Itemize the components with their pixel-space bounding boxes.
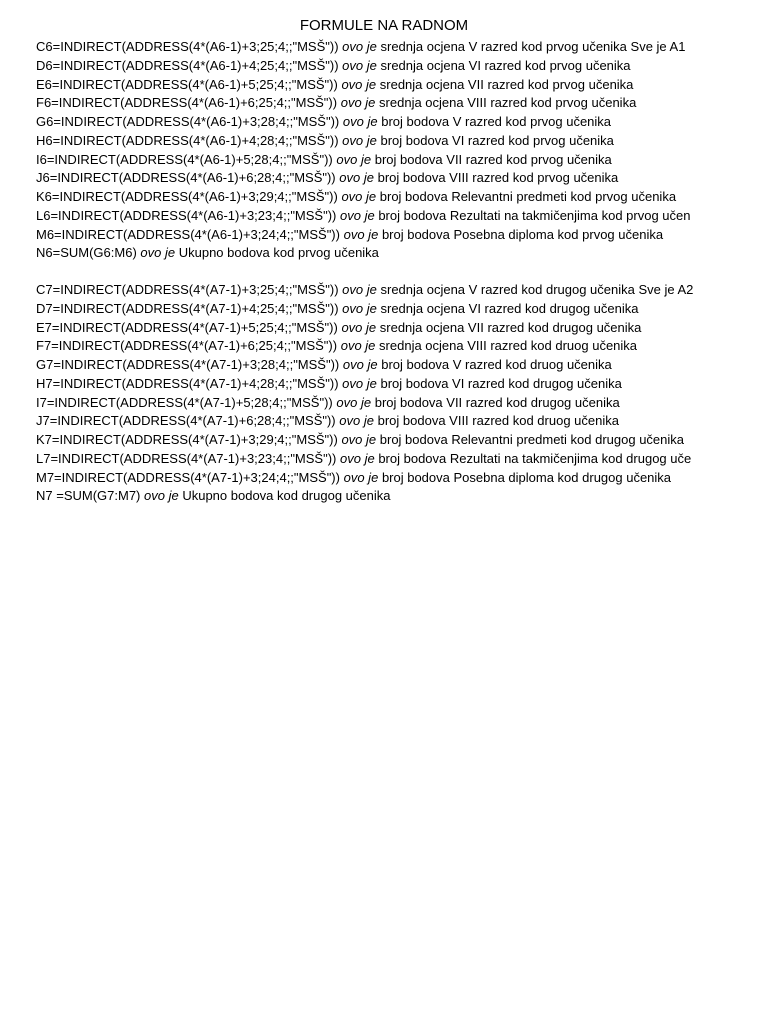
formula-separator: ovo je bbox=[342, 375, 377, 391]
formula-line bbox=[36, 38, 764, 57]
formula-text: I6=INDIRECT(ADDRESS(4*(A6-1)+5;28;4;;"MSŠ")) bbox=[36, 151, 333, 167]
formula-text: J6=INDIRECT(ADDRESS(4*(A6-1)+6;28;4;;"MSŠ")) bbox=[36, 170, 336, 186]
formula-text: D6=INDIRECT(ADDRESS(4*(A6-1)+4;25;4;;"MSŠ")) bbox=[36, 57, 339, 73]
page-title: FORMULE NA RADNOM bbox=[299, 17, 469, 34]
formula-description: Ukupno bodova kod prvog učenika bbox=[178, 245, 379, 261]
formula-description: broj bodova Rezultati na takmičenjima kod prvog učen bbox=[378, 207, 691, 223]
formula-text: I7=INDIRECT(ADDRESS(4*(A7-1)+5;28;4;;"MSŠ")) bbox=[36, 394, 333, 410]
formula-separator: ovo je bbox=[340, 450, 375, 466]
formula-line bbox=[36, 281, 764, 300]
formula-separator: ovo je bbox=[340, 95, 376, 111]
formula-line bbox=[36, 319, 764, 338]
formula-description: srednja ocjena VIII razred kod prvog učenika bbox=[379, 95, 637, 111]
formula-description: broj bodova VII razred kod drugog učenika bbox=[374, 394, 620, 410]
formula-separator: ovo je bbox=[342, 132, 377, 148]
formula-separator: ovo je bbox=[342, 57, 377, 73]
formula-text: C7=INDIRECT(ADDRESS(4*(A7-1)+3;25;4;;"MSŠ")) bbox=[36, 282, 339, 297]
formula-line bbox=[36, 244, 764, 263]
formula-description: Ukupno bodova kod drugog učenika bbox=[182, 488, 391, 504]
formula-line bbox=[36, 337, 764, 356]
formula-description: srednja ocjena V razred kod prvog učenika Sve je A1 bbox=[380, 39, 686, 54]
formula-separator: ovo je bbox=[342, 282, 377, 297]
formula-separator: ovo je bbox=[341, 76, 377, 92]
formula-text: E7=INDIRECT(ADDRESS(4*(A7-1)+5;25;4;;"MSŠ")) bbox=[36, 319, 338, 335]
formula-description: srednja ocjena VI razred kod drugog učenika bbox=[380, 300, 639, 316]
formula-description: broj bodova Rezultati na takmičenjima kod drugog uče bbox=[378, 450, 692, 466]
formula-text: D7=INDIRECT(ADDRESS(4*(A7-1)+4;25;4;;"MSŠ")) bbox=[36, 300, 339, 316]
formula-line bbox=[36, 76, 764, 95]
formula-text: E6=INDIRECT(ADDRESS(4*(A6-1)+5;25;4;;"MSŠ")) bbox=[36, 76, 338, 92]
formula-text: N6=SUM(G6:M6) bbox=[36, 245, 141, 261]
formula-separator: ovo je bbox=[140, 245, 176, 261]
formula-line bbox=[36, 207, 764, 226]
formula-separator: ovo je bbox=[339, 170, 374, 186]
formula-description: broj bodova VI razred kod prvog učenika bbox=[380, 132, 614, 148]
formula-text: L6=INDIRECT(ADDRESS(4*(A6-1)+3;23;4;;"MSŠ")) bbox=[36, 207, 337, 223]
formula-line bbox=[36, 412, 764, 431]
formula-text: H6=INDIRECT(ADDRESS(4*(A6-1)+4;28;4;;"MSŠ")) bbox=[36, 132, 339, 148]
formula-line bbox=[36, 394, 764, 413]
formula-text: M7=INDIRECT(ADDRESS(4*(A7-1)+3;24;4;;"MSŠ")) bbox=[36, 469, 340, 485]
formula-text: K7=INDIRECT(ADDRESS(4*(A7-1)+3;29;4;;"MSŠ")) bbox=[36, 432, 338, 447]
formula-separator: ovo je bbox=[343, 469, 379, 485]
formula-description: broj bodova Posebna diploma kod drugog učenika bbox=[381, 469, 672, 485]
formula-separator: ovo je bbox=[341, 432, 377, 447]
formula-text: F6=INDIRECT(ADDRESS(4*(A6-1)+6;25;4;;"MSŠ")) bbox=[36, 95, 338, 111]
formula-description: broj bodova VII razred kod prvog učenika bbox=[374, 151, 612, 167]
formula-description: srednja ocjena V razred kod drugog učenika Sve je A2 bbox=[380, 282, 694, 297]
formula-separator: ovo je bbox=[341, 319, 377, 335]
formula-separator: ovo je bbox=[336, 394, 372, 410]
formula-text: K6=INDIRECT(ADDRESS(4*(A6-1)+3;29;4;;"MSŠ")) bbox=[36, 189, 338, 204]
formula-description: broj bodova V razred kod druog učenika bbox=[381, 357, 612, 372]
formula-text: L7=INDIRECT(ADDRESS(4*(A7-1)+3;23;4;;"MSŠ")) bbox=[36, 450, 337, 466]
formula-text: M6=INDIRECT(ADDRESS(4*(A6-1)+3;24;4;;"MSŠ")) bbox=[36, 226, 340, 242]
formula-line bbox=[36, 132, 764, 151]
formula-separator: ovo je bbox=[341, 189, 377, 204]
formula-line bbox=[36, 226, 764, 245]
formula-line bbox=[36, 169, 764, 188]
formula-separator: ovo je bbox=[339, 413, 374, 429]
formula-text: F7=INDIRECT(ADDRESS(4*(A7-1)+6;25;4;;"MSŠ")) bbox=[36, 338, 338, 354]
formula-separator: ovo je bbox=[342, 114, 378, 129]
formula-description: broj bodova VI razred kod drugog učenika bbox=[380, 375, 622, 391]
formula-block-second-student bbox=[36, 281, 764, 506]
formula-description: srednja ocjena VI razred kod prvog učenika bbox=[380, 57, 631, 73]
formula-separator: ovo je bbox=[342, 300, 377, 316]
formula-line bbox=[36, 300, 764, 319]
formula-line bbox=[36, 450, 764, 469]
formula-description: broj bodova Posebna diploma kod prvog učenika bbox=[381, 226, 664, 242]
formula-line bbox=[36, 469, 764, 488]
formula-line bbox=[36, 431, 764, 450]
formula-description: broj bodova Relevantni predmeti kod prvog učenika bbox=[379, 189, 677, 204]
formula-description: srednja ocjena VIII razred kod druog učenika bbox=[379, 338, 638, 354]
formula-text: N7 =SUM(G7:M7) bbox=[36, 488, 144, 504]
formula-separator: ovo je bbox=[342, 39, 377, 54]
formula-line bbox=[36, 151, 764, 170]
formula-description: broj bodova Relevantni predmeti kod drugog učenika bbox=[379, 432, 685, 447]
formula-text: G6=INDIRECT(ADDRESS(4*(A6-1)+3;28;4;;"MSŠ")) bbox=[36, 114, 340, 129]
formula-line bbox=[36, 487, 764, 506]
formula-text: J7=INDIRECT(ADDRESS(4*(A7-1)+6;28;4;;"MSŠ")) bbox=[36, 413, 336, 429]
formula-description: broj bodova V razred kod prvog učenika bbox=[381, 114, 612, 129]
formula-line bbox=[36, 188, 764, 207]
formula-separator: ovo je bbox=[343, 226, 379, 242]
formula-text: H7=INDIRECT(ADDRESS(4*(A7-1)+4;28;4;;"MSŠ")) bbox=[36, 375, 339, 391]
formula-separator: ovo je bbox=[144, 488, 179, 504]
formula-text: G7=INDIRECT(ADDRESS(4*(A7-1)+3;28;4;;"MSŠ")) bbox=[36, 357, 340, 372]
formula-text: C6=INDIRECT(ADDRESS(4*(A6-1)+3;25;4;;"MSŠ")) bbox=[36, 39, 339, 54]
formula-separator: ovo je bbox=[342, 357, 378, 372]
formula-separator: ovo je bbox=[340, 207, 375, 223]
formula-block-first-student bbox=[36, 38, 764, 263]
formula-line bbox=[36, 113, 764, 132]
formula-description: srednja ocjena VII razred kod prvog učenika bbox=[379, 76, 634, 92]
formula-separator: ovo je bbox=[340, 338, 376, 354]
formula-separator: ovo je bbox=[336, 151, 372, 167]
formula-line bbox=[36, 375, 764, 394]
formula-description: broj bodova VIII razred kod druog učenika bbox=[377, 413, 619, 429]
formula-description: broj bodova VIII razred kod prvog učenika bbox=[377, 170, 619, 186]
formula-line bbox=[36, 94, 764, 113]
formula-line bbox=[36, 356, 764, 375]
formula-description: srednja ocjena VII razred kod drugog učenika bbox=[379, 319, 642, 335]
formula-line bbox=[36, 57, 764, 76]
